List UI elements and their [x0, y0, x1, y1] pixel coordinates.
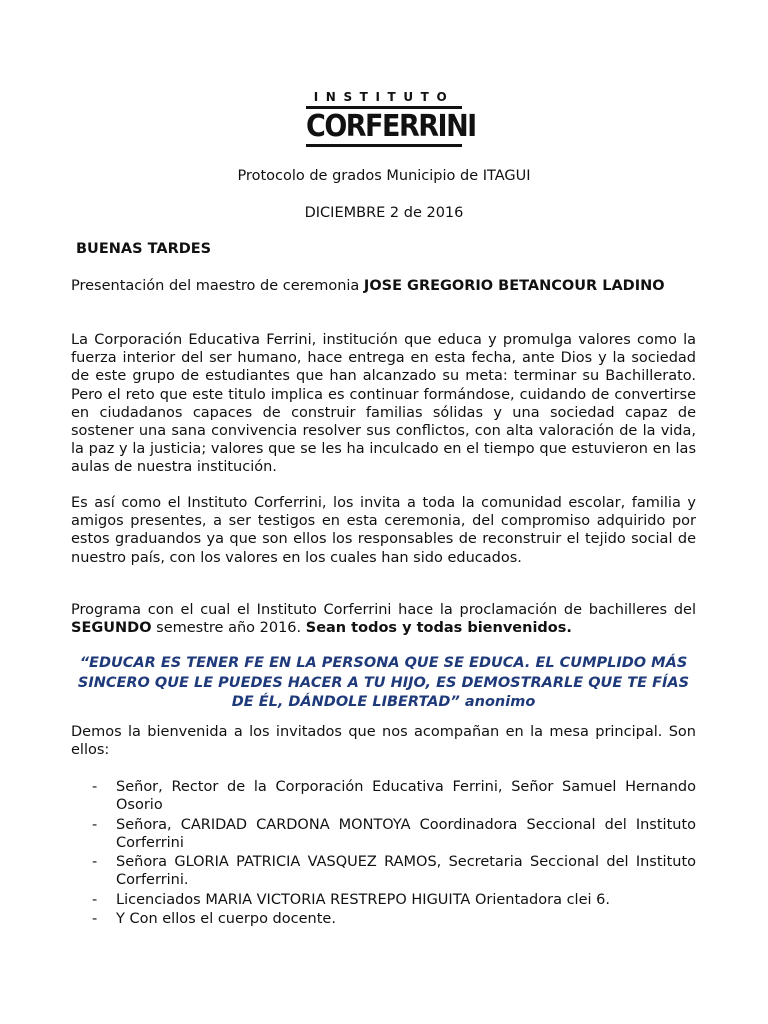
program-welcome: Sean todos y todas bienvenidos. — [305, 620, 572, 637]
guest-text: Señora GLORIA PATRICIA VASQUEZ RAMOS, Secretaria Seccional del Instituto Corferrini. — [116, 854, 696, 889]
list-marker: - — [92, 779, 98, 795]
list-marker: - — [92, 816, 98, 833]
list-item — [92, 853, 696, 889]
institute-logo — [304, 90, 476, 152]
program-semester: SEGUNDO — [71, 620, 152, 637]
paragraph-invitation: Es así como el Instituto Corferrini, los invita a toda la comunidad escolar, familia y amigos presentes, a ser testigos en esta ceremonia, del compromiso adquirido por estos graduandos ya que son ellos los responsables de reconstruir el tejido social de nuestro país, con los valores en los cuales han sido educados. — [71, 495, 696, 566]
logo-top-text: INSTITUTO — [313, 90, 455, 104]
ceremony-master-name: JOSE GREGORIO BETANCOUR LADINO — [363, 278, 665, 294]
list-item — [92, 816, 696, 852]
list-item — [92, 910, 696, 928]
logo-bottom-rule — [306, 144, 462, 147]
ceremony-date: DICIEMBRE 2 de 2016 — [304, 205, 464, 221]
logo-main-text: CORFERRINI — [306, 108, 476, 144]
list-marker: - — [92, 854, 98, 871]
list-item — [92, 778, 696, 814]
paragraph-corporation: La Corporación Educativa Ferrini, institución que educa y promulga valores como la fuerza interior del ser humano, hace entrega en esta fecha, ante Dios y la sociedad de este grupo de estudiantes que han alcanzado su meta: terminar su Bachillerato. Pero el reto que este titulo implica es continuar formándose, cuidando de convertirse en ciudadanos capaces de construir familias sólidas y una sociedad capaz de sostener una sana convivencia resolver sus conflictos, con alta valoración de la vida, la paz y la justicia; valores que se les ha inculcado en el tiempo que estuvieron en las aulas de nuestra institución. — [71, 332, 696, 476]
greeting: BUENAS TARDES — [76, 241, 212, 257]
presentation-intro: Presentación del maestro de ceremonia — [71, 278, 364, 294]
protocol-title: Protocolo de grados Municipio de ITAGUI — [237, 168, 531, 184]
list-item — [92, 891, 696, 909]
program-paragraph — [71, 601, 696, 637]
guests-list — [92, 778, 696, 930]
presentation-line — [71, 277, 696, 295]
guest-text: Señor, Rector de la Corporación Educativa Ferrini, Señor Samuel Hernando Osorio — [116, 779, 696, 814]
list-marker: - — [92, 911, 98, 928]
program-middle: semestre año 2016. — [151, 620, 306, 637]
program-intro: Programa con el cual el Instituto Corferrini hace la proclamación de bachilleres del — [71, 602, 696, 618]
guest-text: Y Con ellos el cuerpo docente. — [116, 911, 336, 928]
quote: “EDUCAR ES TENER FE EN LA PERSONA QUE SE EDUCA. EL CUMPLIDO MÁS SINCERO QUE LE PUEDES HACER A TU HIJO, ES DEMOSTRARLE QUE TE FÍAS DE ÉL, DÁNDOLE LIBERTAD” anonimo — [77, 655, 690, 710]
guest-text: Señora, CARIDAD CARDONA MONTOYA Coordinadora Seccional del Instituto Corferrini — [116, 816, 696, 851]
guests-intro: Demos la bienvenida a los invitados que nos acompañan en la mesa principal. Son ellos: — [71, 724, 696, 759]
guest-text: Licenciados MARIA VICTORIA RESTREPO HIGUITA Orientadora clei 6. — [116, 891, 610, 908]
list-marker: - — [92, 891, 98, 908]
